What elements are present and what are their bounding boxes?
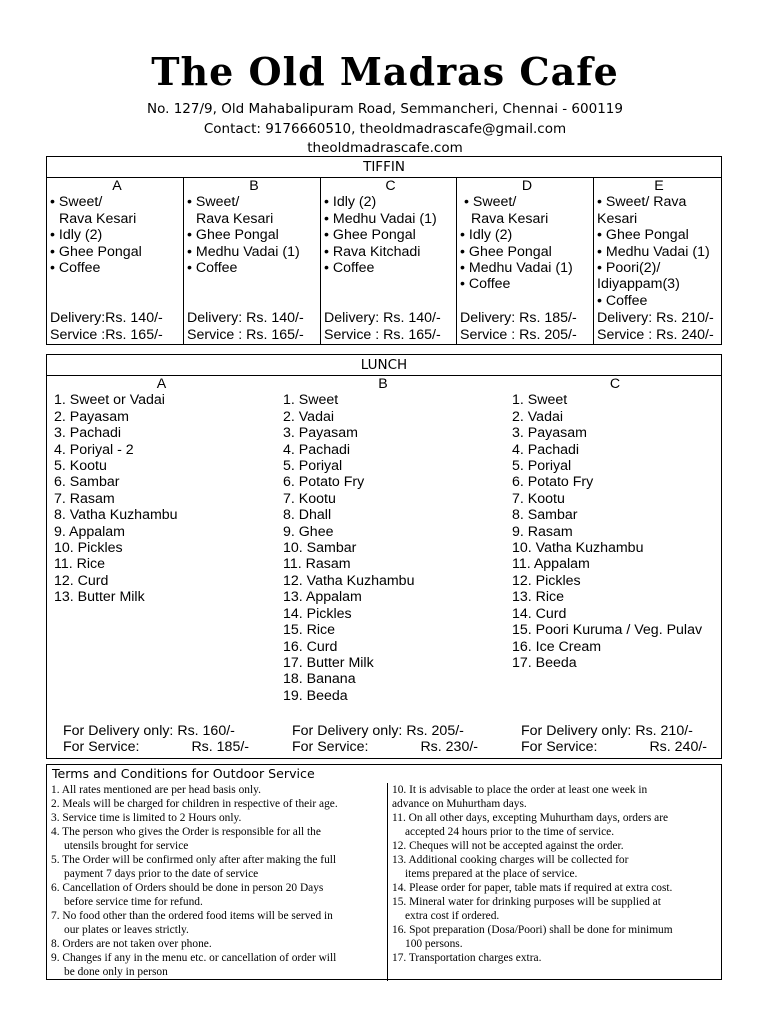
terms-line: 4. The person who gives the Order is responsible for all the <box>51 826 321 838</box>
lunch-item: 18. Banana <box>283 671 356 688</box>
lunch-item: 10. Vatha Kuzhambu <box>512 540 644 557</box>
lunch-title: LUNCH <box>47 355 721 376</box>
cafe-address: No. 127/9, Old Mahabalipuram Road, Semmancheri, Chennai - 600119 <box>147 101 623 117</box>
lunch-item: 4. Pachadi <box>512 441 580 458</box>
lunch-item: 10. Sambar <box>283 540 357 557</box>
terms-line: 15. Mineral water for drinking purposes will be supplied at <box>392 896 661 908</box>
lunch-item: 1. Sweet <box>283 392 339 409</box>
tiffin-price <box>187 310 304 343</box>
tiffin-service-price: Service : Rs. 165/- <box>187 326 304 343</box>
lunch-delivery-price: For Delivery only: Rs. 160/- <box>63 723 235 739</box>
terms-section <box>46 764 722 980</box>
lunch-item: 7. Kootu <box>283 490 336 507</box>
lunch-item: 13. Rice <box>512 589 565 606</box>
lunch-item: 6. Potato Fry <box>512 474 594 491</box>
tiffin-item: • Medhu Vadai (1) <box>324 210 437 227</box>
lunch-column-head: C <box>609 376 621 392</box>
tiffin-item: • Ghee Pongal <box>597 227 689 244</box>
lunch-item: 6. Potato Fry <box>283 474 365 491</box>
lunch-item: 5. Poriyal <box>512 458 572 475</box>
lunch-column-a <box>54 376 269 759</box>
lunch-item: 17. Beeda <box>512 654 577 671</box>
lunch-item: 11. Appalam <box>512 556 590 573</box>
tiffin-item: • Rava Kitchadi <box>324 243 421 260</box>
tiffin-delivery-price: Delivery: Rs. 140/- <box>324 310 441 327</box>
lunch-delivery-price: For Delivery only: Rs. 205/- <box>292 723 464 739</box>
terms-line: 100 persons. <box>405 938 463 950</box>
lunch-service-label: For Service: <box>521 739 598 756</box>
cafe-title: The Old Madras Cafe <box>151 49 619 94</box>
terms-right-column <box>392 783 720 965</box>
lunch-column-head: A <box>156 376 167 392</box>
terms-line: 7. No food other than the ordered food items will be served in <box>51 910 333 922</box>
tiffin-delivery-price: Delivery: Rs. 185/- <box>460 310 577 327</box>
lunch-item: 3. Payasam <box>283 425 358 442</box>
lunch-price-a <box>63 723 249 757</box>
lunch-service-amount: Rs. 185/- <box>191 739 249 756</box>
tiffin-column-head: C <box>385 178 396 194</box>
tiffin-service-price: Service : Rs. 205/- <box>460 326 577 343</box>
lunch-price-b <box>292 723 478 757</box>
tiffin-title: TIFFIN <box>47 157 721 178</box>
lunch-item: 7. Rasam <box>54 490 115 507</box>
terms-line: extra cost if ordered. <box>405 910 500 922</box>
lunch-item: 5. Kootu <box>54 458 107 475</box>
lunch-item: 10. Pickles <box>54 540 123 557</box>
terms-line: before service time for refund. <box>64 896 203 908</box>
terms-line: 6. Cancellation of Orders should be done in person 20 Days <box>51 882 324 894</box>
lunch-item: 8. Sambar <box>512 507 578 524</box>
tiffin-column-head: D <box>521 178 533 194</box>
lunch-item: 3. Payasam <box>512 425 587 442</box>
tiffin-item: • Ghee Pongal <box>460 243 552 260</box>
terms-line: 9. Changes if any in the menu etc. or cancellation of order will <box>51 952 337 964</box>
terms-line: 14. Please order for paper, table mats if required at extra cost. <box>392 882 673 894</box>
tiffin-price <box>50 310 163 343</box>
tiffin-item: • Poori(2)/ <box>597 260 661 277</box>
tiffin-column-d <box>456 178 594 345</box>
terms-line: 11. On all other days, excepting Muhurtham days, orders are <box>392 812 669 824</box>
tiffin-column-head: E <box>654 178 664 194</box>
terms-line: 3. Service time is limited to 2 Hours only. <box>51 812 242 824</box>
lunch-item: 16. Curd <box>283 638 338 655</box>
tiffin-item: • Idly (2) <box>324 194 377 211</box>
lunch-price-c <box>521 723 707 757</box>
lunch-item: 5. Poriyal <box>283 458 343 475</box>
tiffin-item: Kesari <box>597 210 638 227</box>
tiffin-item: Rava Kesari <box>196 210 274 227</box>
lunch-item: 3. Pachadi <box>54 425 122 442</box>
lunch-section <box>46 354 722 759</box>
tiffin-item: • Coffee <box>187 260 238 277</box>
lunch-item: 14. Pickles <box>283 605 352 622</box>
terms-line: our plates or leaves strictly. <box>64 924 189 936</box>
lunch-item: 1. Sweet or Vadai <box>54 392 165 409</box>
lunch-service-label: For Service: <box>63 739 140 756</box>
tiffin-item: • Sweet/ <box>187 194 240 211</box>
tiffin-item: • Idly (2) <box>460 227 513 244</box>
terms-line: utensils brought for service <box>64 840 189 852</box>
lunch-item: 9. Appalam <box>54 523 125 540</box>
terms-line: advance on Muhurtham days. <box>392 798 527 810</box>
lunch-item: 13. Appalam <box>283 589 362 606</box>
terms-line: 1. All rates mentioned are per head basis only. <box>51 784 261 796</box>
lunch-column-c <box>512 376 718 759</box>
terms-left-column <box>51 783 385 979</box>
lunch-item: 11. Rice <box>54 556 105 573</box>
page-header <box>0 44 770 159</box>
lunch-item: 4. Poriyal - 2 <box>54 441 134 458</box>
tiffin-item: • Sweet/ <box>50 194 103 211</box>
lunch-item: 8. Dhall <box>283 507 332 524</box>
lunch-item: 12. Curd <box>54 572 109 589</box>
tiffin-item: • Coffee <box>324 260 375 277</box>
tiffin-delivery-price: Delivery:Rs. 140/- <box>50 310 163 327</box>
lunch-item: 12. Vatha Kuzhambu <box>283 572 415 589</box>
tiffin-section <box>46 156 722 345</box>
terms-line: payment 7 days prior to the date of service <box>64 868 259 880</box>
lunch-service-amount: Rs. 230/- <box>420 739 478 756</box>
tiffin-item: • Ghee Pongal <box>324 227 416 244</box>
tiffin-item: • Coffee <box>597 292 648 309</box>
terms-line: be done only in person <box>64 966 168 978</box>
lunch-item: 7. Kootu <box>512 490 565 507</box>
lunch-column-head: B <box>378 376 388 392</box>
lunch-columns <box>47 376 721 759</box>
lunch-item: 12. Pickles <box>512 572 581 589</box>
lunch-item: 9. Rasam <box>512 523 573 540</box>
terms-heading: Terms and Conditions for Outdoor Service <box>52 766 315 781</box>
lunch-item: 15. Rice <box>283 622 336 639</box>
terms-line: 10. It is advisable to place the order at least one week in <box>392 784 648 796</box>
lunch-item: 4. Pachadi <box>283 441 351 458</box>
tiffin-price <box>460 310 577 343</box>
tiffin-item: • Ghee Pongal <box>187 227 279 244</box>
lunch-item: 15. Poori Kuruma / Veg. Pulav <box>512 622 703 639</box>
lunch-service-label: For Service: <box>292 739 369 756</box>
tiffin-service-price: Service : Rs. 165/- <box>324 326 441 343</box>
tiffin-item: • Medhu Vadai (1) <box>597 243 710 260</box>
lunch-item: 14. Curd <box>512 605 567 622</box>
tiffin-service-price: Service :Rs. 165/- <box>50 326 163 343</box>
tiffin-delivery-price: Delivery: Rs. 140/- <box>187 310 304 327</box>
tiffin-delivery-price: Delivery: Rs. 210/- <box>597 310 714 327</box>
tiffin-column-head: B <box>249 178 259 194</box>
terms-line: 16. Spot preparation (Dosa/Poori) shall be done for minimum <box>392 924 673 936</box>
tiffin-column-c <box>320 178 457 345</box>
tiffin-price <box>597 310 714 343</box>
tiffin-service-price: Service : Rs. 240/- <box>597 326 714 343</box>
cafe-website: theoldmadrascafe.com <box>307 140 463 156</box>
lunch-column-b <box>283 376 483 759</box>
tiffin-item: • Coffee <box>460 276 511 293</box>
lunch-delivery-price: For Delivery only: Rs. 210/- <box>521 723 693 739</box>
terms-line: accepted 24 hours prior to the time of service. <box>405 826 615 838</box>
tiffin-columns <box>47 178 721 345</box>
tiffin-item: • Medhu Vadai (1) <box>187 243 300 260</box>
terms-line: items prepared at the place of service. <box>405 868 578 880</box>
tiffin-item: • Idly (2) <box>50 227 103 244</box>
terms-line: 12. Cheques will not be accepted against the order. <box>392 840 624 852</box>
tiffin-column-a <box>47 178 184 345</box>
lunch-item: 2. Vadai <box>283 408 335 425</box>
lunch-service-amount: Rs. 240/- <box>649 739 707 756</box>
terms-divider <box>387 783 388 981</box>
tiffin-item: Idiyappam(3) <box>597 276 680 293</box>
tiffin-item: • Sweet/ <box>464 194 517 211</box>
lunch-item: 17. Butter Milk <box>283 654 374 671</box>
lunch-item: 11. Rasam <box>283 556 351 573</box>
tiffin-item: Rava Kesari <box>59 210 137 227</box>
cafe-contact: Contact: 9176660510, theoldmadrascafe@gmail.com <box>203 120 567 137</box>
tiffin-item: • Ghee Pongal <box>50 243 142 260</box>
tiffin-column-head: A <box>112 178 122 194</box>
tiffin-price <box>324 310 441 343</box>
lunch-item: 19. Beeda <box>283 687 348 704</box>
lunch-item: 9. Ghee <box>283 523 334 540</box>
lunch-item: 6. Sambar <box>54 474 120 491</box>
tiffin-column-e <box>593 178 721 345</box>
lunch-item: 2. Vadai <box>512 408 564 425</box>
tiffin-item: • Medhu Vadai (1) <box>460 260 573 277</box>
lunch-item: 8. Vatha Kuzhambu <box>54 507 178 524</box>
tiffin-item: • Sweet/ Rava <box>597 194 687 211</box>
tiffin-column-b <box>183 178 321 345</box>
lunch-item: 16. Ice Cream <box>512 638 602 655</box>
tiffin-item: • Coffee <box>50 260 101 277</box>
terms-line: 13. Additional cooking charges will be collected for <box>392 854 629 866</box>
tiffin-item: Rava Kesari <box>471 210 549 227</box>
lunch-item: 2. Payasam <box>54 408 129 425</box>
terms-line: 8. Orders are not taken over phone. <box>51 938 212 950</box>
lunch-item: 13. Butter Milk <box>54 589 145 606</box>
terms-line: 5. The Order will be confirmed only after after making the full <box>51 854 337 866</box>
terms-line: 17. Transportation charges extra. <box>392 952 542 964</box>
lunch-item: 1. Sweet <box>512 392 568 409</box>
terms-line: 2. Meals will be charged for children in respective of their age. <box>51 798 338 810</box>
